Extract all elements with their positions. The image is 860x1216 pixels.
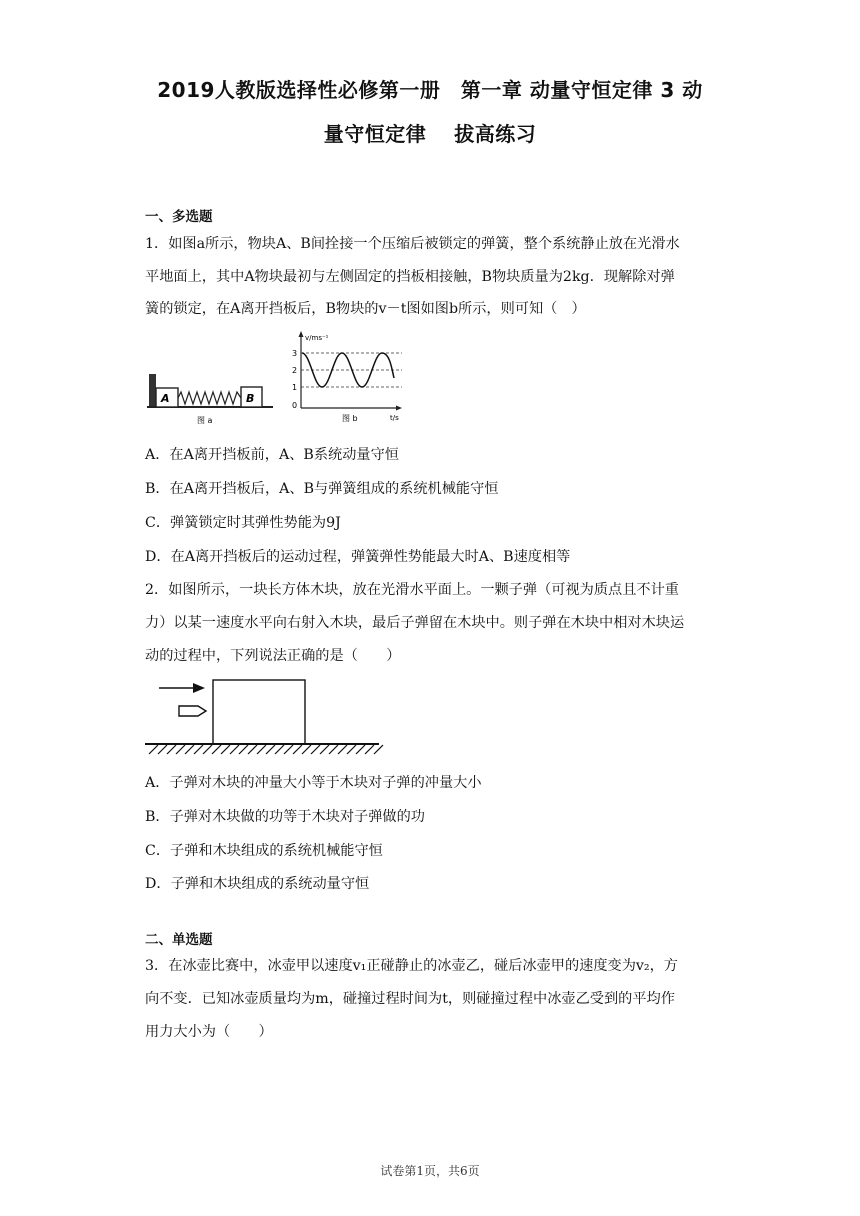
question-1-option-c[interactable]: C．弹簧锁定时其弹性势能为9J [145, 515, 341, 531]
question-2-option-a[interactable]: A．子弹对木块的冲量大小等于木块对子弹的冲量大小 [145, 775, 482, 791]
question-2-option-b[interactable]: B．子弹对木块做的功等于木块对子弹做的功 [145, 809, 425, 825]
document-title-line-1: 2019人教版选择性必修第一册 第一章 动量守恒定律 3 动 [157, 78, 703, 102]
figure-b-caption: 图 b [342, 414, 358, 423]
y-tick-2: 2 [292, 366, 298, 375]
y-tick-1: 1 [292, 383, 298, 392]
question-3-text-line-3: 用力大小为（ ） [145, 1024, 273, 1040]
question-3-text-line-2: 向不变．已知冰壶质量均为m，碰撞过程时间为t，则碰撞过程中冰壶乙受到的平均作 [145, 991, 675, 1007]
block-b-label: B [246, 392, 255, 405]
document-title-line-2: 量守恒定律 拔高练习 [323, 122, 537, 146]
question-1-text-line-1: 1．如图a所示，物块A、B间拴接一个压缩后被锁定的弹簧，整个系统静止放在光滑水 [145, 236, 680, 252]
question-1-option-a[interactable]: A．在A离开挡板前，A、B系统动量守恒 [145, 447, 399, 463]
question-1-option-b[interactable]: B．在A离开挡板后，A、B与弹簧组成的系统机械能守恒 [145, 481, 499, 497]
question-2-text-line-3: 动的过程中，下列说法正确的是（ ） [145, 648, 401, 664]
question-3-text-line-1: 3．在冰壶比赛中，冰壶甲以速度v₁正碰静止的冰壶乙，碰后冰壶甲的速度变为v₂，方 [145, 958, 678, 974]
question-2-text-line-2: 力）以某一速度水平向右射入木块，最后子弹留在木块中。则子弹在木块中相对木块运 [145, 615, 685, 631]
y-axis-label: v/ms⁻¹ [305, 334, 329, 342]
question-1-text-line-3: 簧的锁定，在A离开挡板后，B物块的v－t图如图b所示，则可知（ ） [145, 301, 586, 317]
question-2-option-c[interactable]: C．子弹和木块组成的系统机械能守恒 [145, 843, 383, 859]
figure-a-caption: 图 a [197, 416, 213, 425]
page-footer: 试卷第1页，共6页 [380, 1164, 480, 1178]
y-tick-3: 3 [292, 349, 298, 358]
block-a-label: A [161, 392, 170, 405]
section-heading-single-choice: 二、单选题 [145, 932, 213, 948]
y-tick-0: 0 [292, 401, 298, 410]
question-2-text-line-1: 2．如图所示，一块长方体木块，放在光滑水平面上。一颗子弹（可视为质点且不计重 [145, 582, 679, 598]
question-2-option-d[interactable]: D．子弹和木块组成的系统动量守恒 [145, 876, 370, 892]
question-1-option-d[interactable]: D．在A离开挡板后的运动过程，弹簧弹性势能最大时A、B速度相等 [145, 549, 571, 565]
question-1-text-line-2: 平地面上，其中A物块最初与左侧固定的挡板相接触，B物块质量为2kg．现解除对弹 [145, 269, 675, 285]
figure-a-spring-blocks [145, 368, 275, 430]
section-heading-multiple-choice: 一、多选题 [145, 209, 213, 225]
figure-bullet-wood-block [145, 676, 385, 758]
x-axis-label: t/s [390, 414, 399, 422]
figure-b-velocity-time-graph [286, 328, 404, 430]
